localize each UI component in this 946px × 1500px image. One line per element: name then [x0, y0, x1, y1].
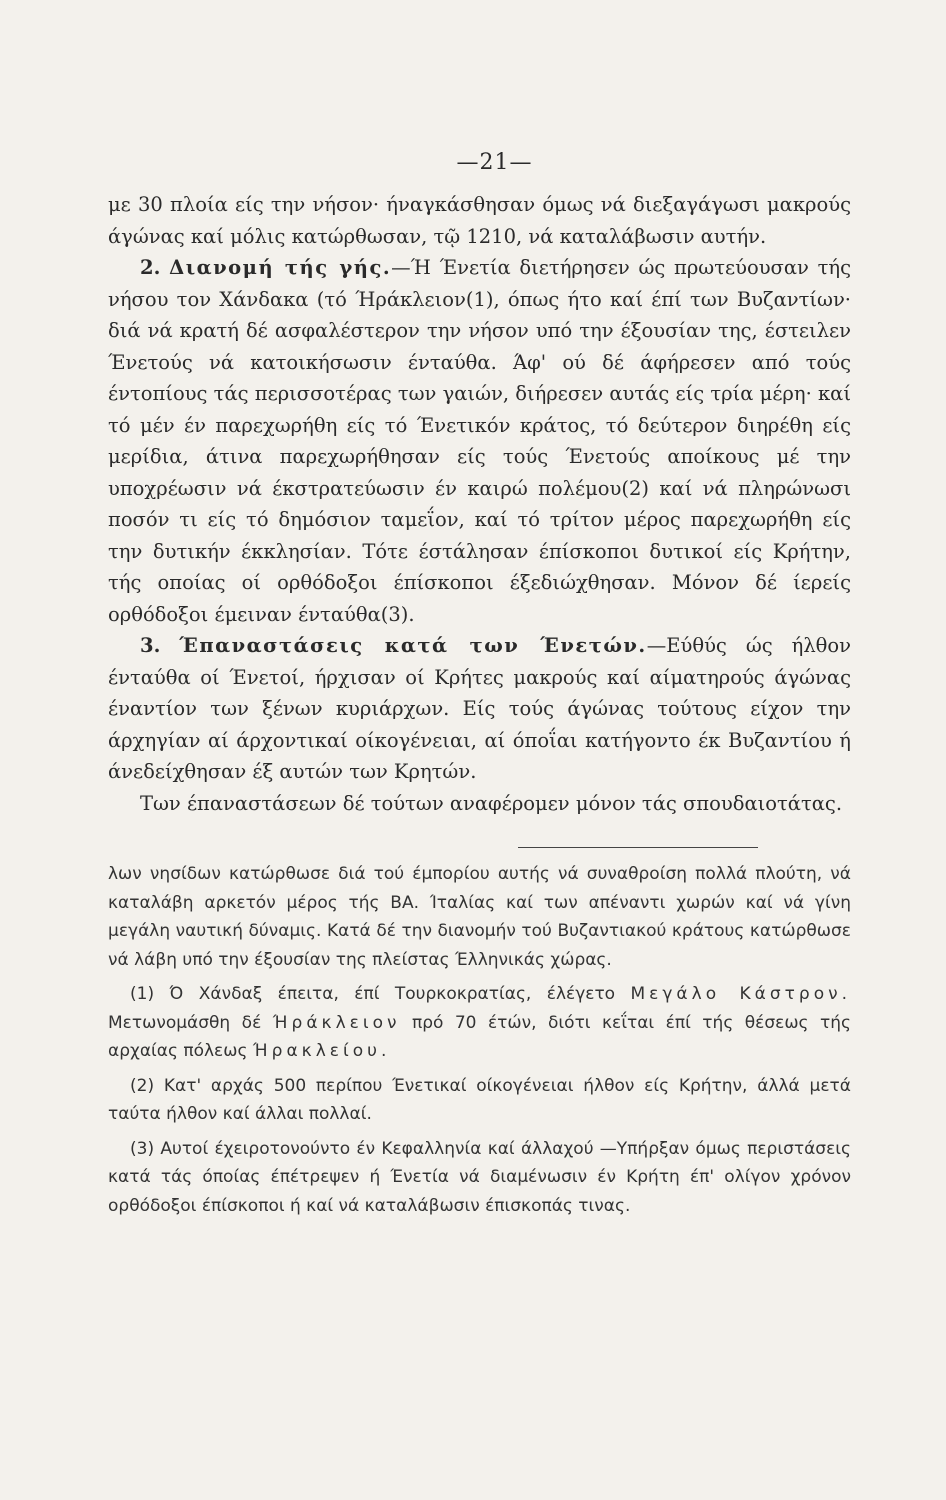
footnote-continued: λων νησίδων κατώρθωσε διά τού έμπορίου αυτής νά συναθροίση πολλά πλούτη, νά καταλάβη αρκετόν μέρος τής ΒΑ. Ίταλίας καί των απέναντι χωρών καί νά γίνη μεγάλη ναυτική δύναμις. Κατά δέ την διανομήν τού Βυζαντιακού κράτους κατώρθωσε νά λάβη υπό την έξουσίαν της πλείστας Έλληνικάς χώρας. — [108, 864, 851, 970]
page-number: —21— — [456, 150, 533, 175]
closing-paragraph: Των έπαναστάσεων δέ τούτων αναφέρομεν μόνον τάς σπουδαιοτάτας. — [140, 791, 843, 815]
footnote-1-spaced-c: Ήρακλείου. — [252, 1041, 391, 1061]
section-3-paragraph — [108, 630, 851, 788]
section-2-title: Διανομή τής γής. — [169, 256, 392, 279]
section-3-number: 3. — [140, 634, 161, 657]
footnotes — [108, 860, 851, 1220]
main-text — [108, 189, 851, 819]
footnote-divider — [518, 847, 758, 848]
footnote-1-text-b: Μετωνομάσθη δέ — [108, 1012, 262, 1033]
footnote-1-text-c: πρό 70 έτών, διότι κεΐται έπί τής θέσεως τής αρχαίας πόλεως — [108, 1012, 851, 1061]
footnote-1 — [108, 980, 851, 1066]
footnote-2-text: Κατ' αρχάς 500 περίπου Ένετικαί οίκογένειαι ήλθον είς Κρήτην, άλλά μετά ταύτα ήλθον καί άλλαι πολλαί. — [108, 1075, 851, 1124]
footnote-1-spaced-b: Ήράκλειον — [272, 1012, 401, 1033]
footnote-3 — [108, 1135, 851, 1221]
paragraph-1: με 30 πλοία είς την νήσον· ήναγκάσθησαν όμως νά διεξαγάγωσι μακρούς άγώνας καί μόλις κατώρθωσαν, τῷ 1210, νά καταλάβωσιν αυτήν. — [108, 193, 851, 248]
footnote-2 — [108, 1072, 851, 1129]
footnote-1-label: (1) — [130, 984, 155, 1004]
section-2-number: 2. — [140, 256, 161, 279]
section-3-text: —Εύθύς ώς ήλθον ένταύθα οί Ένετοί, ήρχισαν οί Κρήτες μακρούς καί αίματηρούς άγώνας έναντίον των ξένων κυριάρχων. Είς τούς άγώνας τούτους είχον την άρχηγίαν αί άρχοντικαί οίκογένειαι, αί όποΐαι κατήγοντο έκ Βυζαντίου ή άνεδείχθησαν έξ αυτών των Κρητών. — [108, 634, 852, 783]
section-2-paragraph — [108, 252, 851, 630]
footnote-3-label: (3) — [130, 1138, 155, 1159]
footnote-1-spaced-a: Μεγάλο Κάστρον. — [630, 984, 851, 1004]
section-3-title: Έπαναστάσεις κατά των Ένετών. — [179, 634, 647, 657]
footnote-1-text-a: Ό Χάνδαξ έπειτα, έπί Τουρκοκρατίας, έλέγετο — [169, 984, 616, 1004]
footnote-3-text: Αυτοί έχειροτονούντο έν Κεφαλληνία καί άλλαχού —Υπήρξαν όμως περιστάσεις κατά τάς όποίας έπέτρεψεν ή Ένετία νά διαμένωσιν έν Κρήτη έπ' ολίγον χρόνον ορθόδοξοι έπίσκοποι ή καί νά καταλάβωσιν έπισκοπάς τινας. — [108, 1138, 851, 1216]
section-2-text: —Ή Ένετία διετήρησεν ώς πρωτεύουσαν τής νήσου τον Χάνδακα (τό Ήράκλειον(1), όπως ήτο καί έπί των Βυζαντίων· διά νά κρατή δέ ασφαλέστερον την νήσον υπό την έξουσίαν της, έστειλεν Ένετούς νά κατοικήσωσιν ένταύθα. Άφ' ού δέ άφήρεσεν από τούς έντοπίους τάς περισσοτέρας των γαιών, διήρεσεν αυτάς είς τρία μέρη· καί τό μέν έν παρεχωρήθη είς τό Ένετικόν κράτος, τό δεύτερον διηρέθη είς μερίδια, άτινα παρεχωρήθησαν είς τούς Ένετούς αποίκους μέ την υποχρέωσιν νά έκστρατεύωσιν έν καιρώ πολέμου(2) καί νά πληρώνωσι ποσόν τι είς τό δημόσιον ταμεΐον, καί τό τρίτον μέρος παρεχωρήθη είς την δυτικήν έκκλησίαν. Τότε έστάλησαν έπίσκοποι δυτικοί είς Κρήτην, τής οποίας οί ορθόδοξοι έπίσκοποι έξεδιώχθησαν. Μόνον δέ ίερείς ορθόδοξοι έμειναν ένταύθα(3). — [108, 256, 851, 626]
footnote-2-label: (2) — [130, 1075, 155, 1096]
